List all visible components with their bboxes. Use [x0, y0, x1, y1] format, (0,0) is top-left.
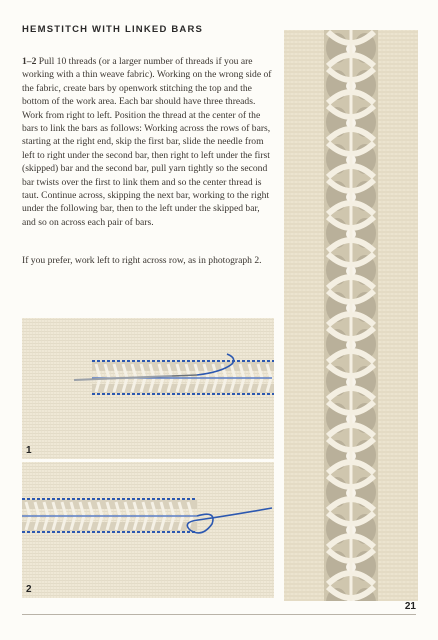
photo-2-number: 2: [26, 584, 32, 595]
photograph-2: [22, 462, 274, 598]
linked-bars-sample: [284, 30, 418, 601]
step-number: 1–2: [22, 56, 37, 67]
page-number: 21: [404, 601, 416, 612]
hemstitch-photo-2: [22, 462, 274, 598]
photograph-1: [22, 318, 274, 459]
instruction-text: Pull 10 threads (or a larger number of threads if you are working with a thin weave fabric). Working on the wrong side of the fabric, create bars by openwork stitching the top and the bottom of the work area. Each bar should have three threads. Work from right to left. Position the thread at the center of the bars to link the bars as follows: Working across the rows of bars, starting at the right end, skip the first bar, slide the needle from left to right under the second bar, then right to left under the first (skipped) bar and the second bar, pull yarn tightly so the second bar twists over the first to link them and so the center thread is taut. Continue across, skipping the next bar, working to the right under the following bar, then to the left under the skipped bar, and so on across each pair of bars.: [22, 56, 272, 228]
photo-1-number: 1: [26, 445, 32, 456]
finished-sample-photo: [284, 30, 418, 601]
instruction-paragraph: [22, 55, 272, 229]
hemstitch-photo-1: [22, 318, 274, 459]
footer-rule: [22, 614, 416, 615]
alternative-note: If you prefer, work left to right across row, as in photograph 2.: [22, 255, 262, 266]
section-heading: HEMSTITCH WITH LINKED BARS: [22, 24, 204, 35]
